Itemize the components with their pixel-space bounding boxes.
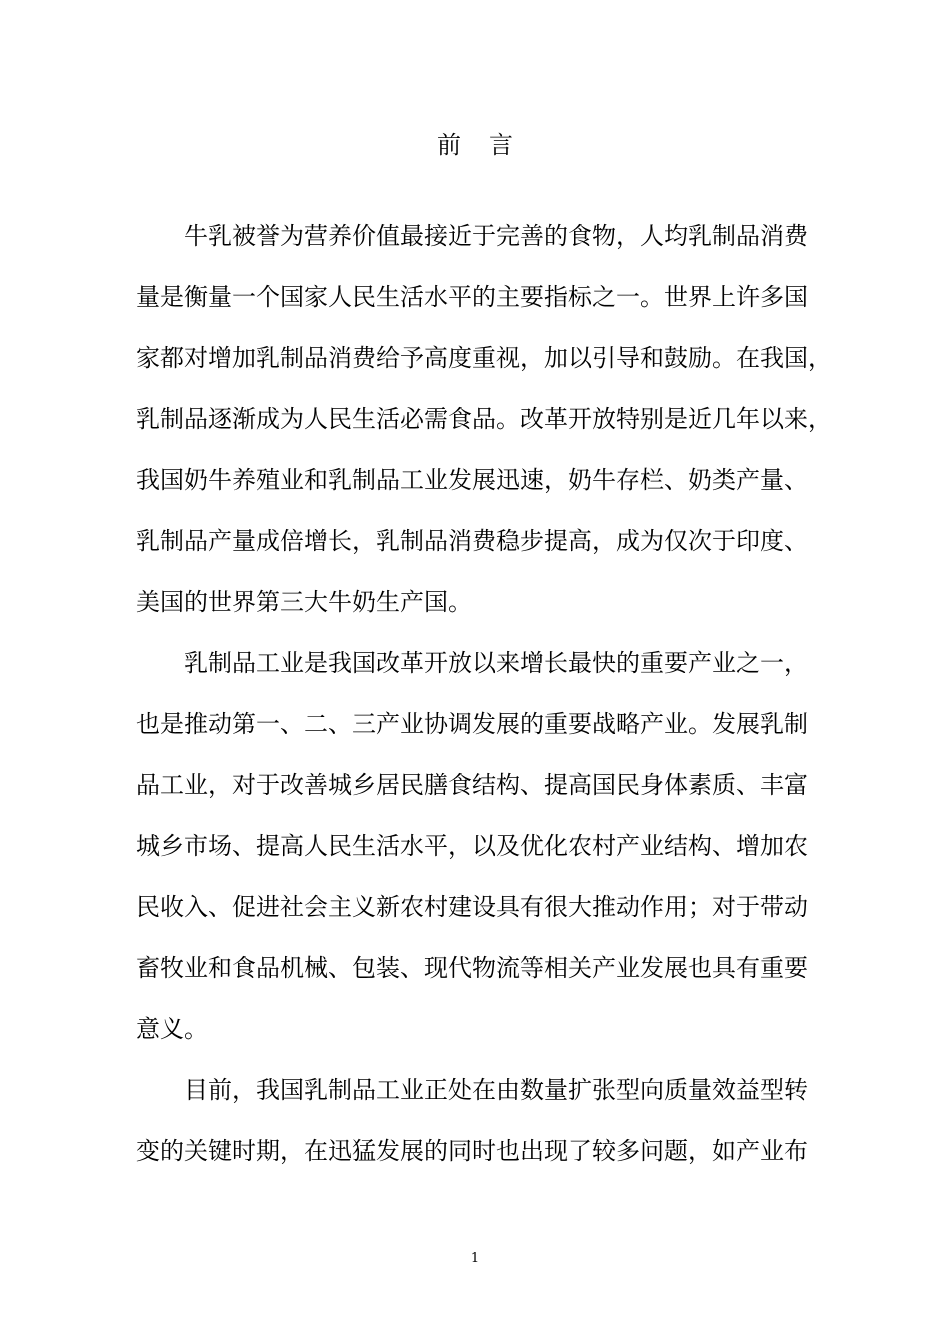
text-line: 美国的世界第三大牛奶生产国。 [136, 588, 472, 616]
text-line: 牛乳被誉为营养价值最接近于完善的食物，人均乳制品消费 [184, 222, 808, 250]
text-line: 城乡市场、提高人民生活水平，以及优化农村产业结构、增加农 [136, 832, 808, 860]
text-line: 量是衡量一个国家人民生活水平的主要指标之一。世界上许多国 [136, 283, 808, 311]
text-line: 民收入、促进社会主义新农村建设具有很大推动作用；对于带动 [136, 893, 808, 921]
page-number: 1 [470, 1251, 480, 1266]
text-line: 乳制品产量成倍增长，乳制品消费稳步提高，成为仅次于印度、 [136, 527, 808, 555]
text-line: 目前，我国乳制品工业正处在由数量扩张型向质量效益型转 [184, 1076, 808, 1104]
text-line: 乳制品逐渐成为人民生活必需食品。改革开放特别是近几年以来， [136, 405, 832, 433]
paragraph-2 [136, 633, 820, 1060]
text-line: 品工业，对于改善城乡居民膳食结构、提高国民身体素质、丰富 [136, 771, 808, 799]
text-line: 家都对增加乳制品消费给予高度重视，加以引导和鼓励。在我国， [136, 344, 832, 372]
text-line: 意义。 [136, 1015, 208, 1043]
body-text [136, 206, 832, 1182]
text-line: 畜牧业和食品机械、包装、现代物流等相关产业发展也具有重要 [136, 954, 808, 982]
text-line: 我国奶牛养殖业和乳制品工业发展迅速，奶牛存栏、奶类产量、 [136, 466, 808, 494]
text-line: 变的关键时期，在迅猛发展的同时也出现了较多问题，如产业布 [136, 1137, 808, 1165]
page-title: 前言 [437, 131, 541, 159]
text-line: 也是推动第一、二、三产业协调发展的重要战略产业。发展乳制 [136, 710, 808, 738]
text-line: 乳制品工业是我国改革开放以来增长最快的重要产业之一， [184, 649, 808, 677]
paragraph-3 [136, 1060, 820, 1182]
paragraph-1 [136, 206, 832, 633]
